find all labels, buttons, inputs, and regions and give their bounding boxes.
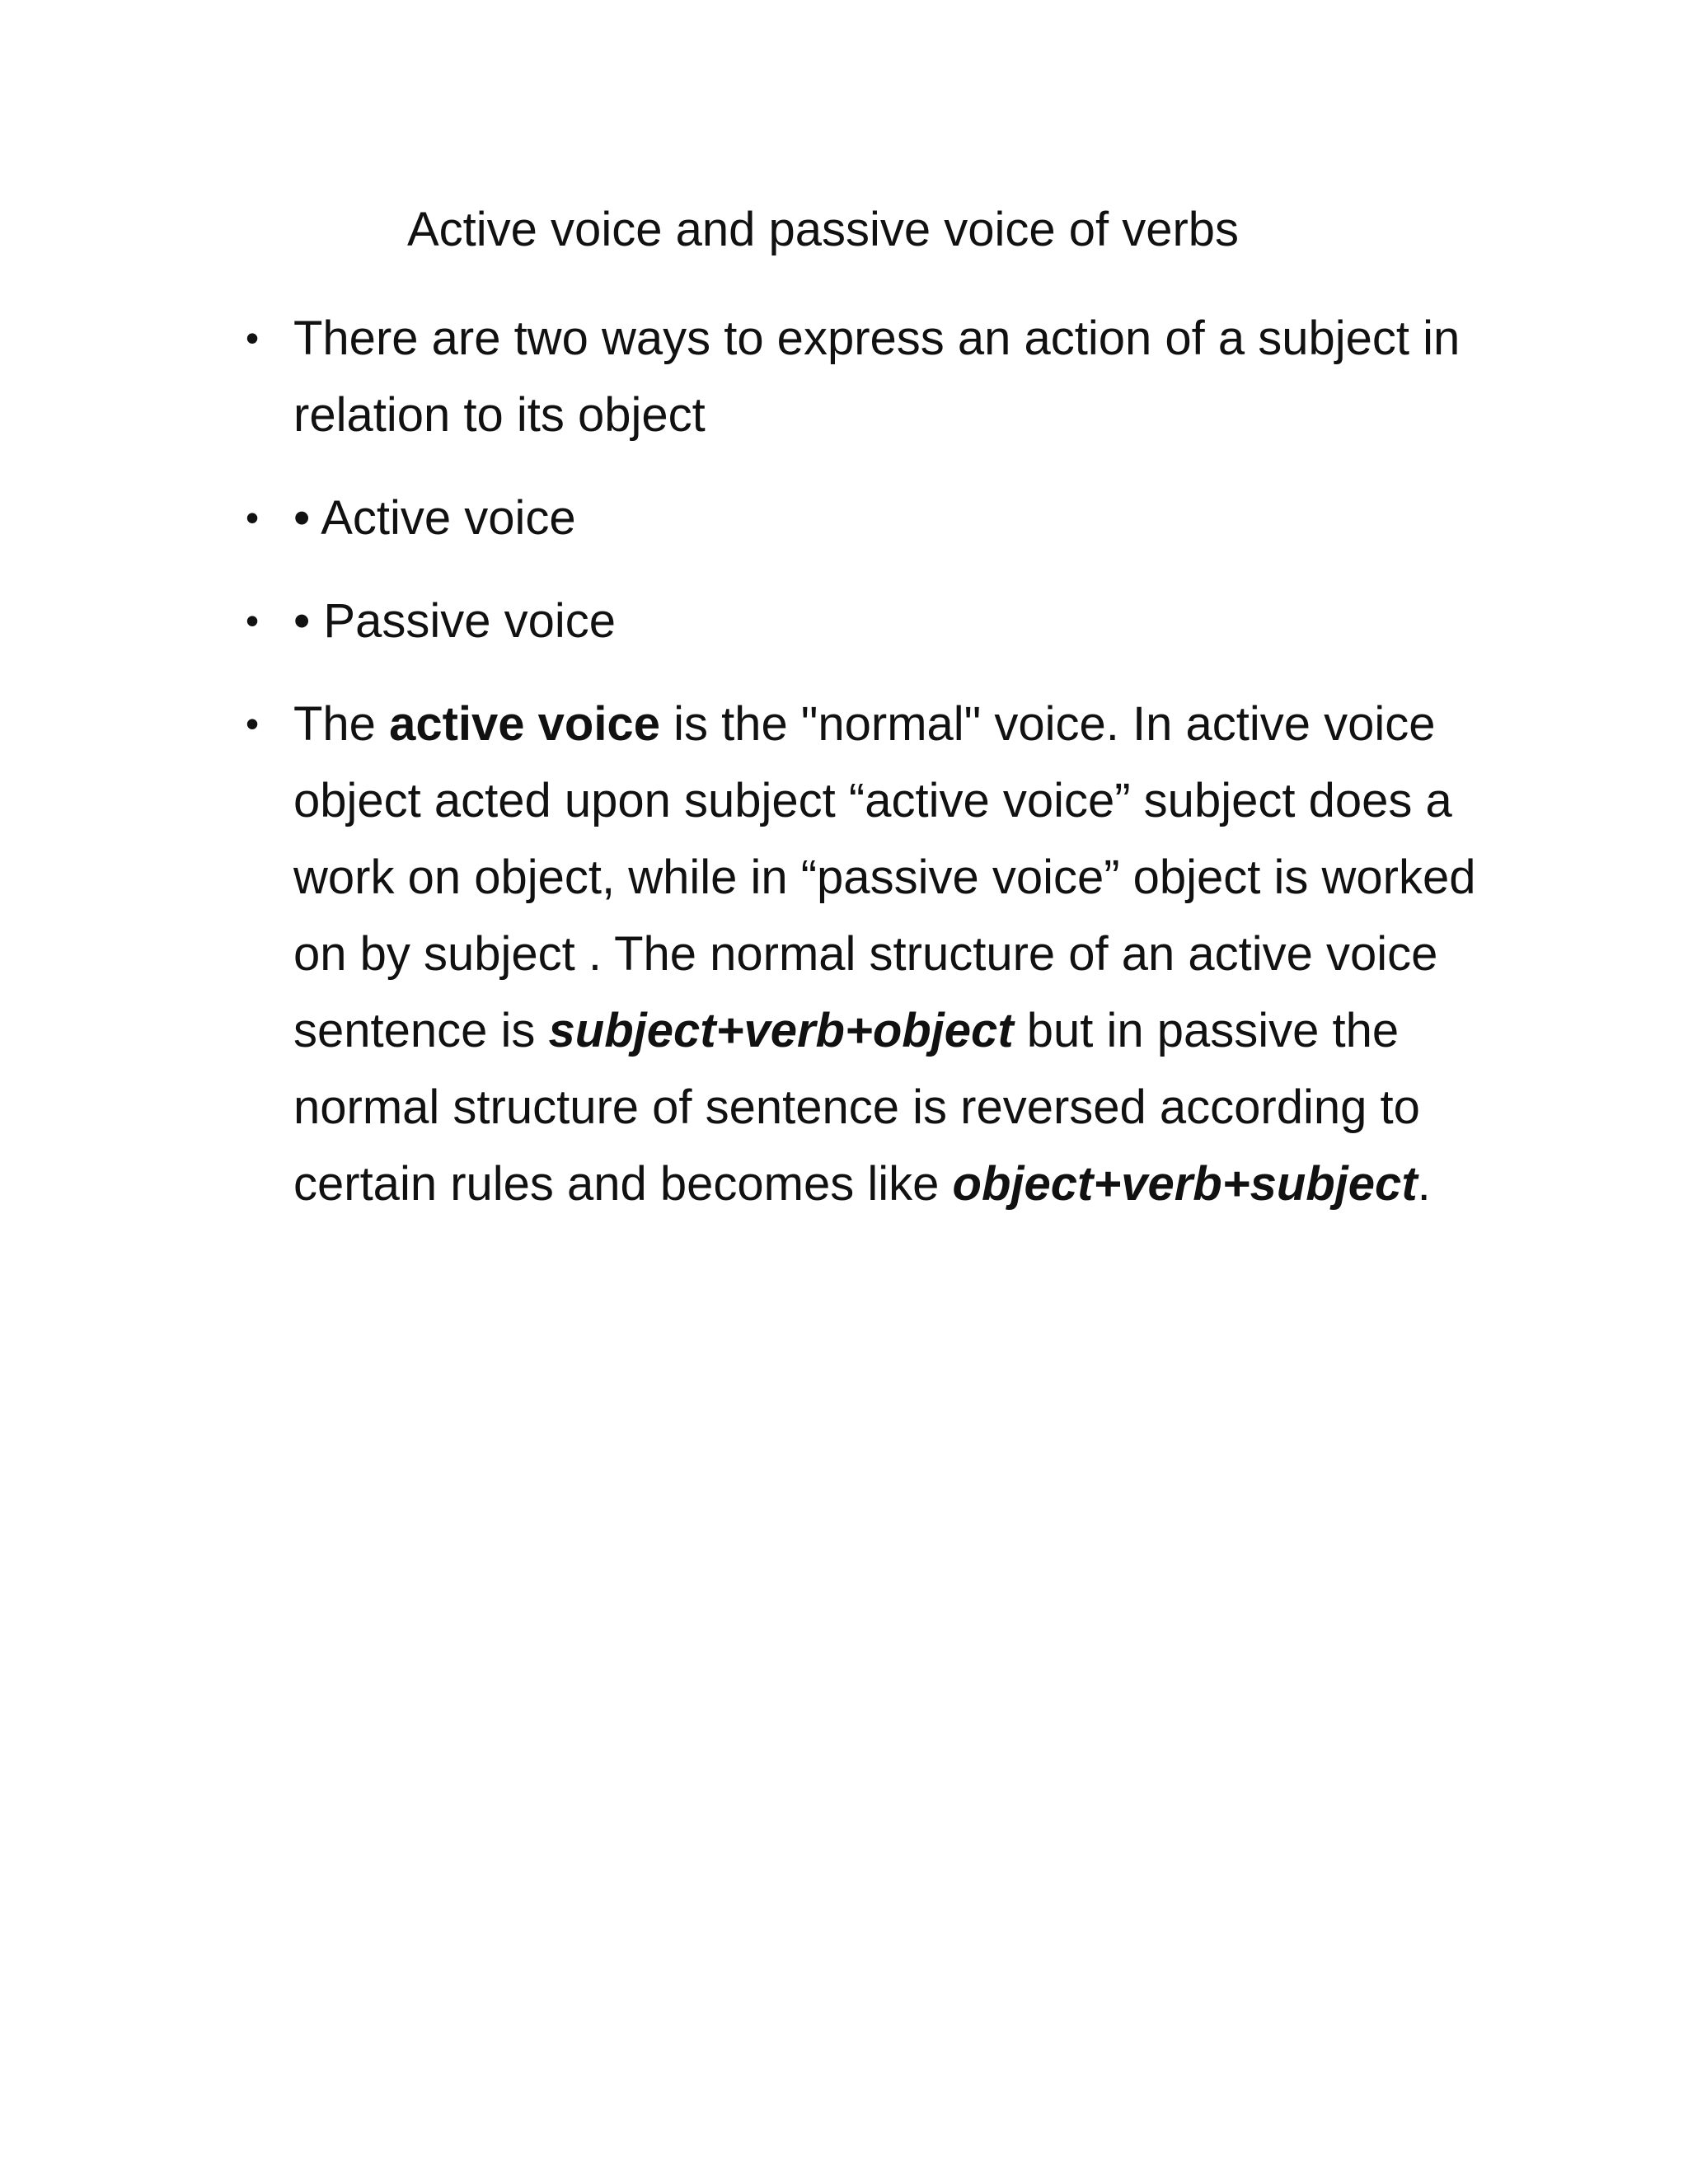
- list-item-text: • Passive voice: [293, 594, 617, 648]
- bullet-icon: •: [246, 599, 260, 642]
- list-item-text: • Active voice: [293, 491, 576, 545]
- formula-passive: object+verb+subject: [952, 1157, 1418, 1211]
- page-title: Active voice and passive voice of verbs: [407, 203, 1240, 256]
- text-run: The: [293, 697, 390, 751]
- list-item-text: There are two ways to express an action of a subject in relation to its object: [293, 312, 1461, 442]
- list-item: [239, 583, 1492, 659]
- paragraph-text: [293, 697, 1476, 1211]
- bold-term: active voice: [389, 697, 660, 751]
- text-run: .: [1417, 1157, 1431, 1211]
- text-run: but in passive the normal structure of sentence is reversed according to certain rules and becomes like: [293, 1004, 1420, 1211]
- bullet-icon: •: [246, 702, 260, 745]
- bullet-icon: •: [246, 496, 260, 539]
- formula-active: subject+verb+object: [548, 1004, 1014, 1057]
- bullet-list: [239, 300, 1492, 1249]
- text-run: is the "normal" voice. In active voice object acted upon subject “active voice” subject does a work on object, while in “passive voice” object is worked on by subject . The normal structure of an active voice sentence is: [293, 697, 1476, 1057]
- list-item: [239, 300, 1492, 453]
- list-item: [239, 686, 1492, 1222]
- bullet-icon: •: [246, 316, 260, 359]
- list-item: [239, 480, 1492, 556]
